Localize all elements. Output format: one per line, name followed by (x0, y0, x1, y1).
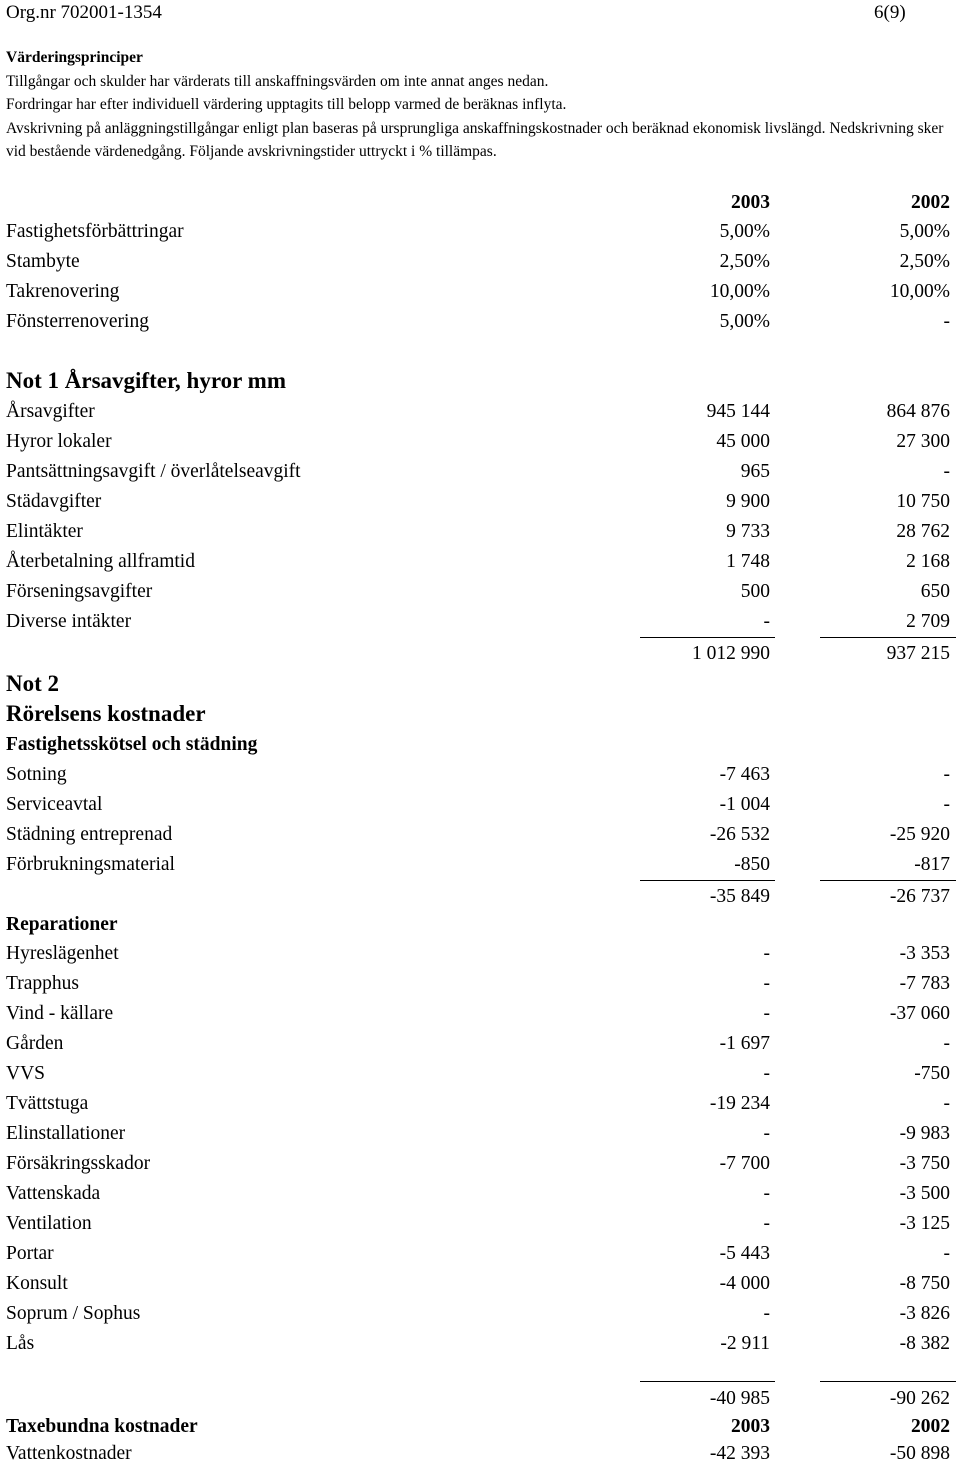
table-row (6, 1299, 954, 1329)
value-2002: -7 783 (899, 973, 950, 994)
table-row (6, 517, 954, 547)
note-2-subtitle: Rörelsens kostnader (6, 701, 206, 726)
total-2003: 1 012 990 (692, 643, 770, 664)
value-2002: 10 750 (896, 491, 950, 512)
table-row (6, 939, 954, 969)
value-2002: -3 500 (899, 1183, 950, 1204)
table-row (6, 790, 954, 820)
total-2002: -90 262 (889, 1388, 950, 1409)
total-row (6, 882, 954, 912)
value-2002: 650 (920, 581, 950, 602)
value-2003: 2,50% (719, 251, 770, 272)
row-label: Serviceavtal (6, 794, 103, 815)
value-2003: 965 (740, 461, 770, 482)
value-2003: 5,00% (719, 221, 770, 242)
row-label: Återbetalning allframtid (6, 551, 195, 572)
row-label: Vattenskada (6, 1183, 101, 1204)
table-row (6, 999, 954, 1029)
value-2003: -26 532 (709, 824, 770, 845)
value-2003: -4 000 (719, 1273, 770, 1294)
value-2002: -3 826 (899, 1303, 950, 1324)
value-2002: - (943, 461, 950, 482)
value-2003: - (763, 611, 770, 632)
row-label: Pantsättningsavgift / överlåtelseavgift (6, 461, 301, 482)
table-row (6, 1439, 954, 1469)
table-row (6, 760, 954, 790)
table-row (6, 969, 954, 999)
note-1-title: Not 1 Årsavgifter, hyror mm (6, 368, 286, 393)
row-label: Takrenovering (6, 281, 120, 302)
value-2002: 10,00% (889, 281, 950, 302)
value-2002: -37 060 (889, 1003, 950, 1024)
row-label: VVS (6, 1063, 46, 1084)
value-2003: - (763, 1063, 770, 1084)
value-2002: - (943, 1243, 950, 1264)
value-2003: 9 900 (726, 491, 770, 512)
row-label: Vattenkostnader (6, 1443, 132, 1464)
value-2003: -19 234 (709, 1093, 770, 1114)
page-number: 6(9) (874, 2, 906, 23)
row-label: Soprum / Sophus (6, 1303, 141, 1324)
value-2003: - (763, 1003, 770, 1024)
table-row (6, 1179, 954, 1209)
row-label: Stambyte (6, 251, 80, 272)
total-2002: -26 737 (889, 886, 950, 907)
sum-rule (820, 880, 956, 881)
row-label: Städavgifter (6, 491, 102, 512)
table-row (6, 427, 954, 457)
row-label: Försäkringsskador (6, 1153, 151, 1174)
row-label: Sotning (6, 764, 67, 785)
row-label: Lås (6, 1333, 35, 1354)
year-2002: 2002 (911, 192, 950, 213)
value-2002: -50 898 (889, 1443, 950, 1464)
table-row (6, 607, 954, 637)
sum-rule (820, 637, 956, 638)
page-header (6, 0, 960, 26)
value-2003: -7 700 (719, 1153, 770, 1174)
total-2003: -40 985 (709, 1388, 770, 1409)
value-2002: 28 762 (896, 521, 950, 542)
total-row (6, 639, 954, 669)
sum-rule (820, 1381, 956, 1382)
table-row (6, 1119, 954, 1149)
table-row (6, 1329, 954, 1359)
row-label: Städning entreprenad (6, 824, 173, 845)
table-row (6, 217, 954, 247)
table-row (6, 247, 954, 277)
value-2003: -1 697 (719, 1033, 770, 1054)
table-row (6, 1269, 954, 1299)
value-2003: 10,00% (709, 281, 770, 302)
value-2003: -2 911 (720, 1333, 770, 1354)
table-row (6, 1029, 954, 1059)
row-label: Elintäkter (6, 521, 83, 542)
row-label: Portar (6, 1243, 54, 1264)
section-title: Reparationer (6, 914, 118, 935)
row-label: Ventilation (6, 1213, 92, 1234)
table-row (6, 577, 954, 607)
table-row (6, 1239, 954, 1269)
table-row (6, 397, 954, 427)
row-label: Elinstallationer (6, 1123, 126, 1144)
row-label: Fastighetsförbättringar (6, 221, 184, 242)
value-2002: - (943, 1093, 950, 1114)
intro-paragraph: Tillgångar och skulder har värderats till anskaffningsvärden om inte annat anges nedan. (6, 72, 549, 90)
value-2002: -750 (914, 1063, 950, 1084)
value-2002: 864 876 (886, 401, 950, 422)
value-2002: 27 300 (896, 431, 950, 452)
table-row (6, 547, 954, 577)
table-row (6, 1209, 954, 1239)
row-label: Gården (6, 1033, 64, 1054)
note-2-title: Not 2 (6, 671, 60, 696)
row-label: Hyreslägenhet (6, 943, 119, 964)
value-2003: - (763, 1183, 770, 1204)
value-2002: - (943, 764, 950, 785)
value-2003: -42 393 (709, 1443, 770, 1464)
value-2003: 9 733 (726, 521, 770, 542)
section-title: Taxebundna kostnader 2003 2002 (6, 1412, 954, 1442)
value-2003: 5,00% (719, 311, 770, 332)
row-label: Fönsterrenovering (6, 311, 149, 332)
value-2003: -5 443 (719, 1243, 770, 1264)
value-2002: -8 382 (899, 1333, 950, 1354)
value-2002: -25 920 (889, 824, 950, 845)
value-2003: 1 748 (726, 551, 770, 572)
value-2002: -3 750 (899, 1153, 950, 1174)
sum-rule (640, 637, 775, 638)
value-2003: - (763, 943, 770, 964)
value-2003: -850 (734, 854, 770, 875)
value-2003: - (763, 973, 770, 994)
table-row (6, 850, 954, 880)
value-2002: 2 709 (906, 611, 950, 632)
year-2003: 2003 (731, 1416, 770, 1437)
value-2002: 2 168 (906, 551, 950, 572)
table-row (6, 1149, 954, 1179)
row-label: Diverse intäkter (6, 611, 132, 632)
value-2003: - (763, 1303, 770, 1324)
table-row (6, 307, 954, 337)
intro-paragraph: Avskrivning på anläggningstillgångar enligt plan baseras på ursprungliga anskaffningskostnader och beräknad ekonomisk livslängd. Nedskrivning sker vid bestående värdenedgång. Följande avskrivningstider uttryckt i % tillämpas. (6, 119, 944, 160)
value-2002: 5,00% (899, 221, 950, 242)
value-2002: - (943, 794, 950, 815)
row-label: Årsavgifter (6, 401, 95, 422)
total-2003: -35 849 (709, 886, 770, 907)
row-label: Vind - källare (6, 1003, 114, 1024)
depreciation-year-header (6, 188, 954, 218)
value-2002: 2,50% (899, 251, 950, 272)
table-row (6, 277, 954, 307)
row-label: Hyror lokaler (6, 431, 112, 452)
table-row (6, 1089, 954, 1119)
table-row (6, 820, 954, 850)
value-2003: 945 144 (706, 401, 770, 422)
valuation-principles (6, 46, 956, 164)
intro-paragraph: Fordringar har efter individuell värdering upptagits till belopp varmed de beräknas inflyta. (6, 96, 567, 113)
value-2002: -9 983 (899, 1123, 950, 1144)
value-2003: -7 463 (719, 764, 770, 785)
total-2002: 937 215 (886, 643, 950, 664)
sum-rule (640, 1381, 775, 1382)
value-2003: 500 (740, 581, 770, 602)
sum-rule (640, 880, 775, 881)
row-label: Förbrukningsmaterial (6, 854, 175, 875)
row-label: Konsult (6, 1273, 68, 1294)
value-2002: -3 125 (899, 1213, 950, 1234)
section-heading: Värderingsprinciper (6, 49, 143, 66)
total-row (6, 1384, 954, 1414)
value-2002: -3 353 (899, 943, 950, 964)
value-2003: -1 004 (719, 794, 770, 815)
year-2003: 2003 (731, 192, 770, 213)
row-label: Trapphus (6, 973, 79, 994)
table-row (6, 487, 954, 517)
table-row (6, 1059, 954, 1089)
value-2002: -817 (914, 854, 950, 875)
table-row (6, 457, 954, 487)
value-2003: - (763, 1213, 770, 1234)
row-label: Tvättstuga (6, 1093, 89, 1114)
value-2003: 45 000 (716, 431, 770, 452)
value-2002: - (943, 1033, 950, 1054)
section-title: Fastighetsskötsel och städning (6, 734, 258, 755)
value-2003: - (763, 1123, 770, 1144)
org-number: Org.nr 702001-1354 (6, 2, 162, 23)
year-2002: 2002 (911, 1416, 950, 1437)
row-label: Förseningsavgifter (6, 581, 153, 602)
value-2002: - (943, 311, 950, 332)
value-2002: -8 750 (899, 1273, 950, 1294)
